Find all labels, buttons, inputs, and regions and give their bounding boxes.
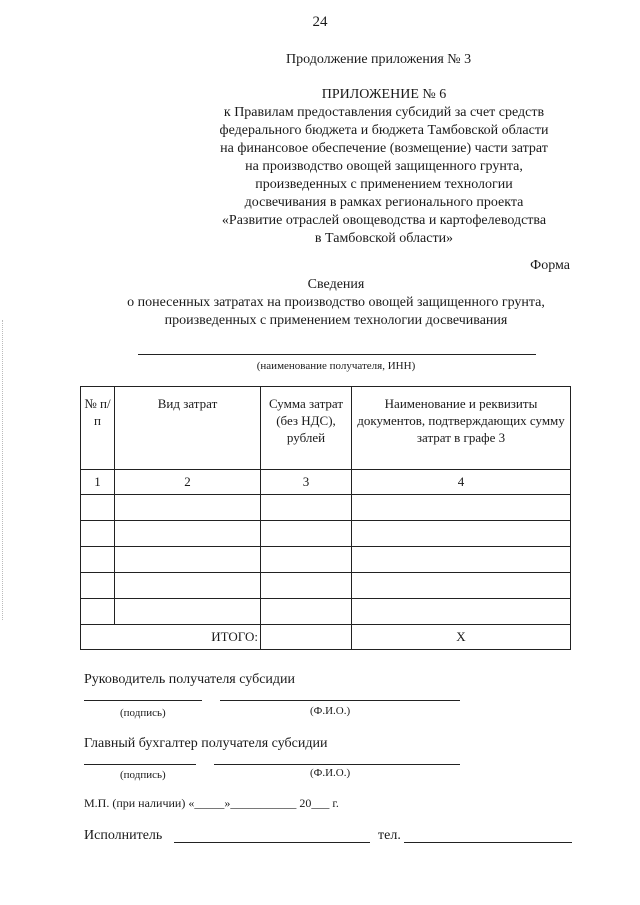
column-number: 3: [261, 470, 352, 495]
table-cell[interactable]: [352, 495, 571, 521]
head-signature-caption: (подпись): [120, 707, 166, 719]
appendix-line: федерального бюджета и бюджета Тамбовской области: [219, 123, 549, 138]
table-row: [81, 495, 571, 521]
accountant-title: Главный бухгалтер получателя субсидии: [84, 736, 328, 751]
form-heading: [0, 276, 640, 330]
table-cell[interactable]: [261, 599, 352, 625]
head-name-line[interactable]: [220, 700, 460, 701]
continuation-note: Продолжение приложения № 3: [286, 52, 472, 67]
total-sum-cell[interactable]: [261, 625, 352, 650]
head-signature-line[interactable]: [84, 700, 202, 701]
recipient-caption: (наименование получателя, ИНН): [256, 360, 416, 372]
header-cost-sum: Сумма затрат (без НДС), рублей: [261, 387, 352, 470]
recipient-field-line[interactable]: [138, 354, 536, 355]
accountant-name-line[interactable]: [214, 764, 460, 765]
table-row: [81, 521, 571, 547]
appendix-line: произведенных с применением технологии: [255, 177, 513, 192]
heading-title: Сведения: [307, 277, 365, 292]
table-row: [81, 547, 571, 573]
appendix-line: досвечивания в рамках регионального проекта: [244, 195, 524, 210]
heading-line: о понесенных затратах на производство овощей защищенного грунта,: [127, 295, 545, 310]
column-number: 2: [115, 470, 261, 495]
table-cell[interactable]: [81, 495, 115, 521]
phone-label: тел.: [378, 828, 401, 843]
heading-line: произведенных с применением технологии досвечивания: [164, 313, 508, 328]
table-cell[interactable]: [115, 547, 261, 573]
table-cell[interactable]: [81, 547, 115, 573]
table-cell[interactable]: [81, 599, 115, 625]
accountant-signature-caption: (подпись): [120, 769, 166, 781]
appendix-line: к Правилам предоставления субсидий за счет средств: [223, 105, 545, 120]
column-number: 1: [81, 470, 115, 495]
form-label: Форма: [530, 258, 570, 273]
table-cell[interactable]: [115, 521, 261, 547]
table-cell[interactable]: [115, 495, 261, 521]
table-row: [81, 573, 571, 599]
table-cell[interactable]: [261, 547, 352, 573]
appendix-line: на финансовое обеспечение (возмещение) части затрат: [220, 141, 548, 156]
total-documents-cell: Х: [352, 625, 571, 650]
accountant-signature-line[interactable]: [84, 764, 196, 765]
appendix-title: ПРИЛОЖЕНИЕ № 6: [321, 87, 447, 102]
header-cost-type: Вид затрат: [115, 387, 261, 470]
table-cell[interactable]: [81, 573, 115, 599]
table-cell[interactable]: [352, 573, 571, 599]
appendix-line: «Развитие отраслей овощеводства и картофелеводства: [221, 213, 547, 228]
table-cell[interactable]: [261, 521, 352, 547]
total-label: ИТОГО:: [81, 625, 261, 650]
table-cell[interactable]: [352, 547, 571, 573]
table-header-row: [81, 387, 571, 470]
appendix-line: на производство овощей защищенного грунта,: [245, 159, 523, 174]
head-title: Руководитель получателя субсидии: [84, 672, 296, 687]
executor-line[interactable]: [174, 842, 370, 843]
table-cell[interactable]: [352, 521, 571, 547]
appendix-block: [0, 86, 640, 248]
page-number: 24: [312, 14, 328, 30]
total-row: [81, 625, 571, 650]
table-row: [81, 599, 571, 625]
costs-table: [80, 386, 571, 650]
table-cell[interactable]: [81, 521, 115, 547]
table-cell[interactable]: [115, 599, 261, 625]
table-cell[interactable]: [261, 495, 352, 521]
header-documents: Наименование и реквизиты документов, подтверждающих сумму затрат в графе 3: [352, 387, 571, 470]
accountant-name-caption: (Ф.И.О.): [310, 767, 351, 779]
column-number: 4: [352, 470, 571, 495]
executor-label: Исполнитель: [84, 828, 163, 843]
table-cell[interactable]: [261, 573, 352, 599]
head-name-caption: (Ф.И.О.): [310, 705, 351, 717]
header-number: № п/п: [81, 387, 115, 470]
phone-line[interactable]: [404, 842, 572, 843]
appendix-line: в Тамбовской области»: [314, 231, 454, 246]
column-number-row: [81, 470, 571, 495]
table-cell[interactable]: [352, 599, 571, 625]
table-cell[interactable]: [115, 573, 261, 599]
stamp-date-line: М.П. (при наличии) «_____»___________ 20___ г.: [84, 796, 339, 810]
